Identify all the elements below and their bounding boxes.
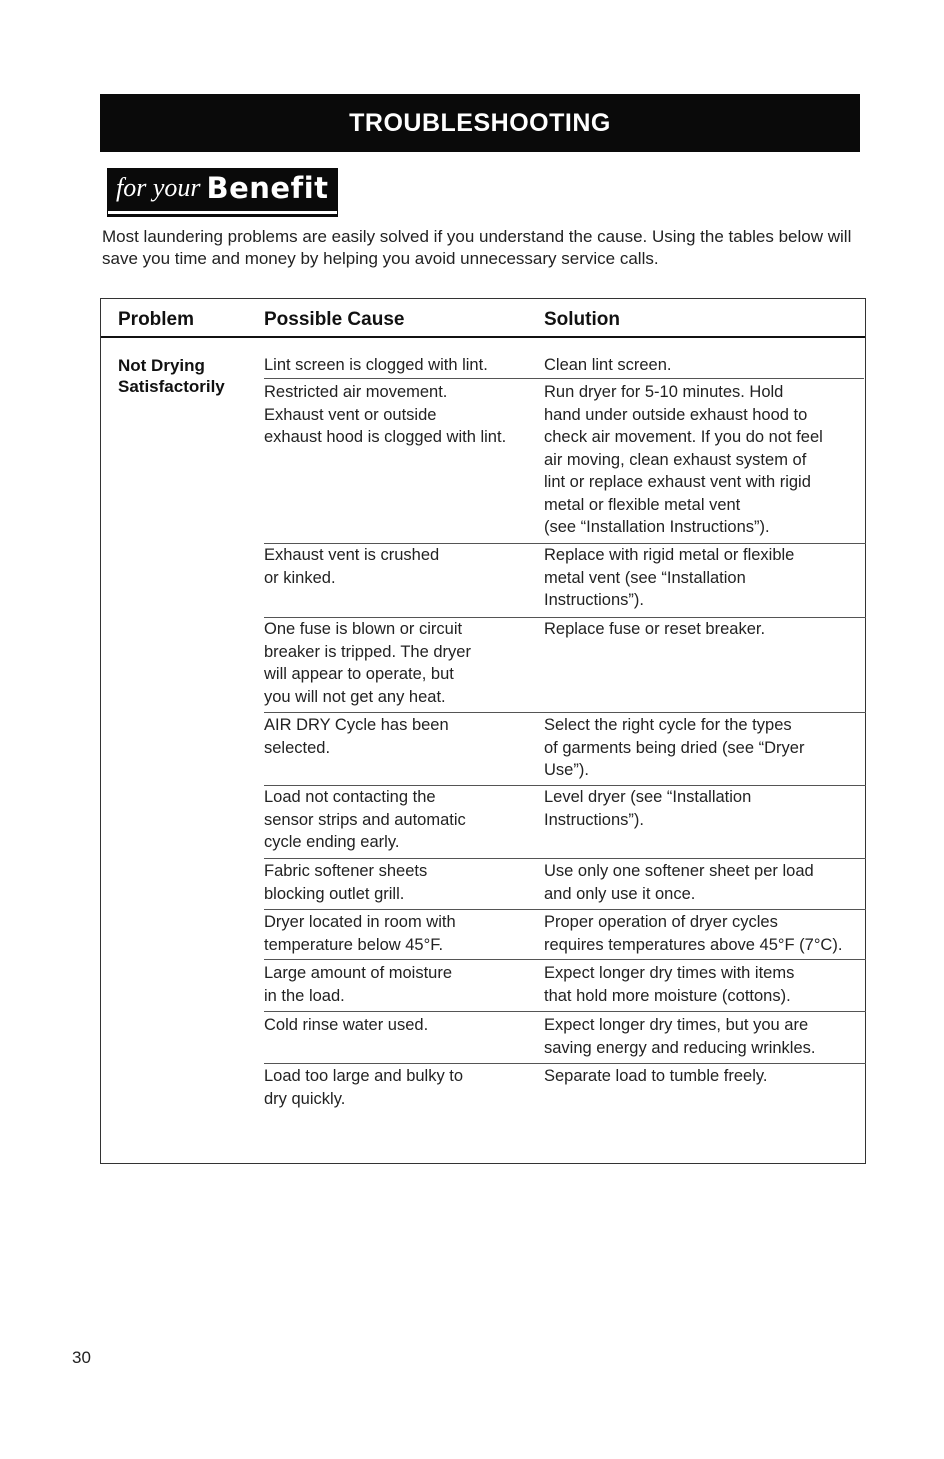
- cause-cell: Load not contacting the sensor strips and automatic cycle ending early.: [264, 788, 466, 851]
- benefit-logo-script: for your: [116, 173, 201, 202]
- for-your-benefit-logo: [107, 168, 338, 211]
- cause-cell: Lint screen is clogged with lint.: [264, 356, 488, 374]
- solution-cell: Replace fuse or reset breaker.: [544, 620, 766, 638]
- column-header-cause: Possible Cause: [264, 309, 405, 330]
- solution-cell: Use only one softener sheet per load and only use it once.: [544, 862, 814, 903]
- cause-cell: Load too large and bulky to dry quickly.: [264, 1067, 464, 1108]
- solution-cell: Level dryer (see “Installation Instructions”).: [544, 788, 752, 829]
- cause-cell: AIR DRY Cycle has been selected.: [264, 716, 449, 757]
- benefit-logo-word: Benefit: [206, 171, 329, 205]
- solution-cell: Select the right cycle for the types of garments being dried (see “Dryer Use”).: [544, 716, 805, 779]
- row-divider: [264, 858, 866, 859]
- section-title-banner: [100, 94, 860, 152]
- cause-cell: Cold rinse water used.: [264, 1016, 429, 1034]
- cause-cell: Dryer located in room with temperature below 45°F.: [264, 913, 456, 954]
- solution-cell: Replace with rigid metal or flexible metal vent (see “Installation Instructions”).: [544, 546, 795, 609]
- row-divider: [264, 712, 866, 713]
- cause-cell: Exhaust vent is crushed or kinked.: [264, 546, 440, 587]
- solution-cell: Separate load to tumble freely.: [544, 1067, 768, 1085]
- row-divider: [264, 1063, 866, 1064]
- solution-cell: Expect longer dry times, but you are saving energy and reducing wrinkles.: [544, 1016, 816, 1057]
- cause-cell: Fabric softener sheets blocking outlet grill.: [264, 862, 428, 903]
- row-divider: [264, 959, 866, 960]
- row-divider: [264, 1011, 866, 1012]
- row-divider: [264, 909, 866, 910]
- solution-cell: Expect longer dry times with items that hold more moisture (cottons).: [544, 964, 795, 1005]
- cause-cell: One fuse is blown or circuit breaker is tripped. The dryer will appear to operate, but you will not get any heat.: [264, 620, 471, 706]
- problem-label: Not Drying Satisfactorily: [118, 356, 225, 396]
- section-title: TROUBLESHOOTING: [349, 108, 611, 137]
- column-header-problem: Problem: [118, 309, 195, 330]
- solution-cell: Run dryer for 5-10 minutes. Hold hand under outside exhaust hood to check air movement. If you do not feel air moving, clean exhaust system of lint or replace exhaust vent with rigid metal or flexible metal vent (see “Installation Instructions”).: [544, 383, 823, 536]
- intro-paragraph: Most laundering problems are easily solved if you understand the cause. Using the tables below will save you time and money by helping you avoid unnecessary service calls.: [102, 227, 852, 268]
- troubleshooting-table: [100, 298, 866, 1164]
- cause-cell: Large amount of moisture in the load.: [264, 964, 453, 1005]
- solution-cell: Clean lint screen.: [544, 356, 672, 374]
- page-number: 30: [72, 1348, 91, 1367]
- cause-cell: Restricted air movement. Exhaust vent or outside exhaust hood is clogged with lint.: [264, 383, 507, 446]
- row-divider: [264, 378, 864, 379]
- header-divider: [101, 336, 865, 338]
- column-header-solution: Solution: [544, 309, 620, 330]
- solution-cell: Proper operation of dryer cycles requires temperatures above 45°F (7°C).: [544, 913, 843, 954]
